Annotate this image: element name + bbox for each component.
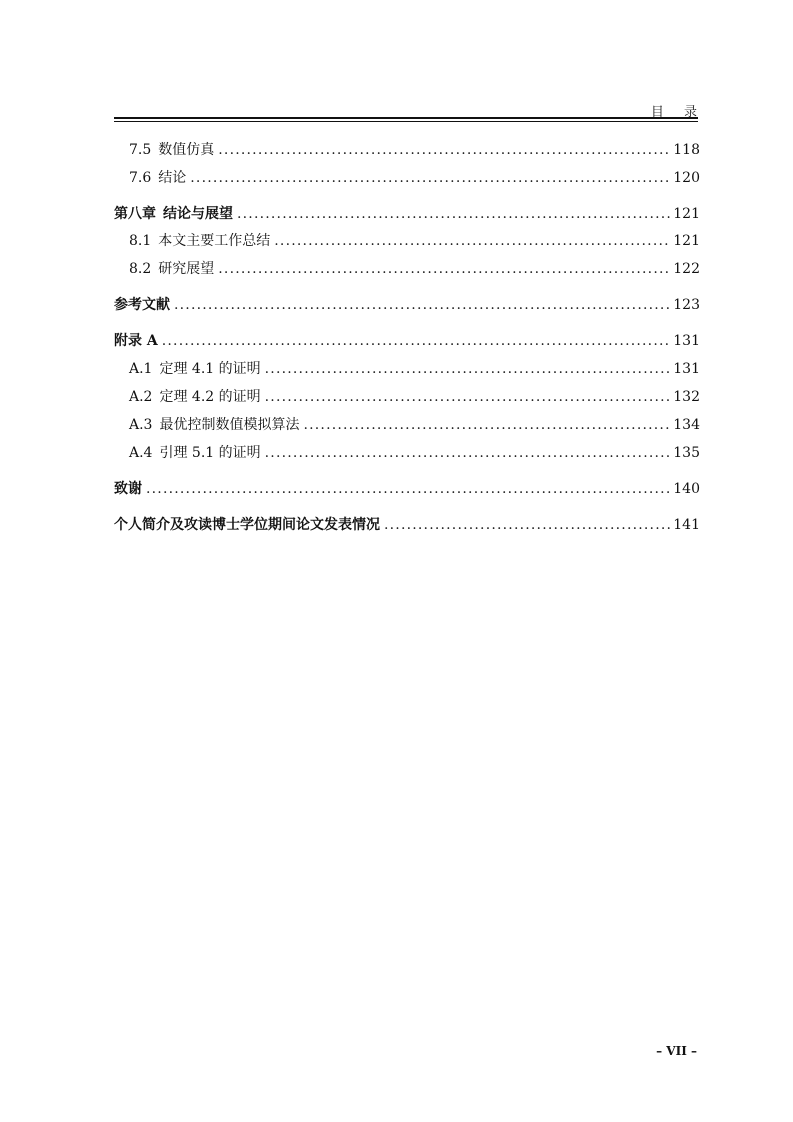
toc-entry-label: 致谢 (114, 481, 142, 497)
toc-entry-page: 132 (673, 389, 700, 405)
toc-entry-a-4[interactable] (114, 443, 700, 463)
toc-dot-leader (265, 387, 672, 407)
toc-entry-number: A.1 (129, 361, 153, 377)
toc-entry-page: 121 (673, 206, 700, 222)
toc-entry-number: 8.1 (129, 233, 152, 249)
toc-dot-leader (384, 515, 671, 535)
toc-entry-7-6[interactable] (114, 168, 700, 188)
toc-dot-leader (265, 359, 672, 379)
toc-dot-leader (174, 295, 671, 315)
toc-entry-label: 结论 (158, 170, 187, 186)
toc-entry-page: 131 (673, 361, 700, 377)
toc-entry-label: 研究展望 (158, 261, 215, 277)
toc-dot-leader (146, 479, 671, 499)
toc-entry-8-1[interactable] (114, 231, 700, 251)
toc-dot-leader (218, 259, 671, 279)
toc-entry-page: 135 (673, 445, 700, 461)
toc-entry-label: 定理 4.1 的证明 (159, 361, 261, 377)
toc-dot-leader (274, 231, 671, 251)
toc-dot-leader (218, 140, 671, 160)
running-header-title: 目 录 (650, 105, 705, 120)
toc-entry-number: 8.2 (129, 261, 152, 277)
toc-entry-number: 7.5 (129, 142, 152, 158)
toc-dot-leader (190, 168, 671, 188)
toc-entry-page: 141 (673, 517, 700, 533)
toc-entry-page: 121 (673, 233, 700, 249)
toc-entry-number: A.4 (129, 445, 153, 461)
toc-entry-page: 140 (673, 481, 700, 497)
header-rule-thin (114, 121, 698, 122)
toc-entry-label: 数值仿真 (158, 142, 215, 158)
header-rule-thick (114, 117, 698, 119)
toc-dot-leader (265, 443, 672, 463)
toc-entry-number: A.3 (129, 417, 153, 433)
toc-entry-label: 参考文献 (114, 297, 170, 313)
toc-dot-leader (237, 204, 671, 224)
toc-entry-page: 134 (673, 417, 700, 433)
toc-entry-page: 120 (673, 170, 700, 186)
toc-dot-leader (162, 331, 672, 351)
toc-entry-7-5[interactable] (114, 140, 700, 160)
toc-entry-number: A.2 (129, 389, 153, 405)
toc-entry-8-2[interactable] (114, 259, 700, 279)
page-number: – VII – (656, 1044, 697, 1058)
toc-dot-leader (303, 415, 671, 435)
toc-entry-label: 附录 A (114, 333, 158, 349)
toc-entry-author-bio[interactable] (114, 515, 700, 535)
toc-entry-page: 131 (673, 333, 700, 349)
toc-entry-label: 最优控制数值模拟算法 (159, 417, 300, 433)
toc-entry-label: 本文主要工作总结 (158, 233, 271, 249)
toc-entry-label: 结论与展望 (163, 206, 233, 222)
toc-entry-label: 定理 4.2 的证明 (159, 389, 261, 405)
toc-entry-label: 引理 5.1 的证明 (159, 445, 261, 461)
toc-entry-number: 7.6 (129, 170, 152, 186)
toc-entry-a-2[interactable] (114, 387, 700, 407)
toc-entry-page: 118 (673, 142, 700, 158)
toc-entry-page: 122 (673, 261, 700, 277)
toc-entry-label: 个人简介及攻读博士学位期间论文发表情况 (114, 517, 380, 533)
toc-entry-references[interactable] (114, 295, 700, 315)
toc-entry-acknowledgements[interactable] (114, 479, 700, 499)
toc-entry-page: 123 (673, 297, 700, 313)
toc-entry-number: 第八章 (114, 206, 156, 222)
toc-entry-a-1[interactable] (114, 359, 700, 379)
toc-entry-chapter-8[interactable] (114, 204, 700, 224)
toc-entry-a-3[interactable] (114, 415, 700, 435)
toc-entry-appendix-a[interactable] (114, 331, 700, 351)
